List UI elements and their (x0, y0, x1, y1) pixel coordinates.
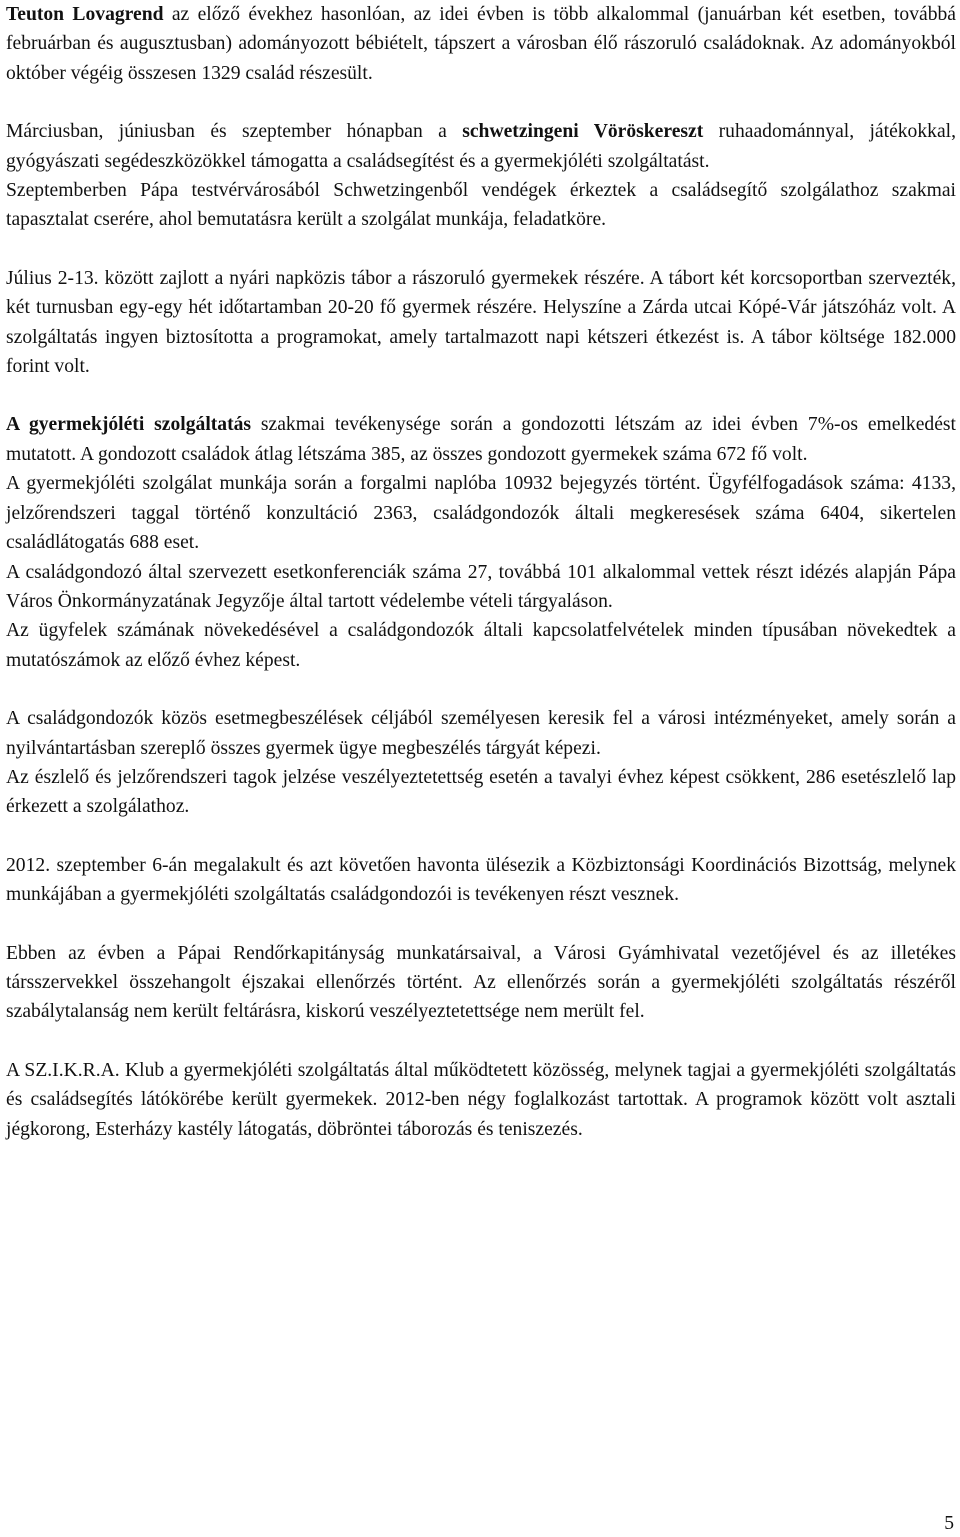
paragraph-client-growth: Az ügyfelek számának növekedésével a családgondozók általi kapcsolatfelvételek minden típusában növekedtek a mutatószámok az előző évhez képest. (6, 620, 956, 671)
spacer (6, 381, 956, 410)
page-number: 5 (944, 1513, 954, 1534)
paragraph-statistics: A gyermekjóléti szolgálat munkája során a forgalmi naplóba 10932 bejegyzés történt. Ügyfélfogadások száma: 4133, jelzőrendszeri taggal történő konzultáció 2363, családgondozók általi megkeresések száma 6404, sikertelen családlátogatás 688 eset. (6, 473, 956, 554)
paragraph-case-conferences: A családgondozó által szervezett esetkonferenciák száma 27, továbbá 101 alkalommal vettek részt idézés alapján Pápa Város Önkormányzatának Jegyzője által tartott védelembe vételi tárgyaláson. (6, 561, 956, 612)
paragraph-voroskereszt-pre: Márciusban, júniusban és szeptember hónapban a (6, 121, 463, 143)
schwetzingeni-voroskereszt-bold: schwetzingeni Vöröskereszt (462, 121, 704, 143)
paragraph-teuton-text: az előző évekhez hasonlóan, az idei évben is több alkalommal (januárban két esetben, továbbá februárban és augusztusban) adományozott bébiételt, tápszert a városban élő rászoruló családoknak. Az adományokból október végéig összesen 1329 család részesült. (6, 4, 956, 84)
paragraph-voroskereszt-post: ruhaadománnyal, játékokkal, gyógyászati segédeszközökkel támogatta a családsegítést és a gyermekjóléti szolgáltatást. (6, 121, 956, 172)
spacer (6, 1027, 956, 1056)
spacer (6, 675, 956, 704)
paragraph-child-welfare (6, 410, 956, 469)
paragraph-summer-camp: Július 2-13. között zajlott a nyári napközis tábor a rászoruló gyermekek részére. A tábort két korcsoportban szervezték, két turnusban egy-egy hét időtartamban 20-20 fő gyermek részére. Helyszíne a Zárda utcai Kópé-Vár játszóház volt. A szolgáltatás ingyen biztosította a programokat, amely tartalmazott napi kétszeri étkezést is. A tábor költsége 182.000 forint volt. (6, 267, 956, 378)
spacer (6, 910, 956, 939)
paragraph-schwetzingen-visit: Szeptemberben Pápa testvérvárosából Schwetzingenből vendégek érkeztek a családsegítő szolgálathoz szakmai tapasztalat cserére, ahol bemutatásra került a szolgálat munkája, feladatköre. (6, 180, 956, 231)
paragraph-security-committee: 2012. szeptember 6-án megalakult és azt követően havonta ülésezik a Közbiztonsági Koordinációs Bizottság, melynek munkájában a gyermekjóléti szolgáltatás családgondozói is tevékenyen részt vesznek. (6, 854, 956, 906)
paragraph-case-discussions: A családgondozók közös esetmegbeszélések céljából személyesen keresik fel a városi intézményeket, amely során a nyilvántartásban szereplő összes gyermek ügye megbeszélés tárgyát képezi. (6, 708, 956, 759)
spacer (6, 822, 956, 851)
spacer (6, 88, 956, 117)
document-page (6, 0, 956, 1144)
paragraph-child-welfare-text: szakmai tevékenysége során a gondozotti létszám az idei évben 7%-os emelkedést mutatott. A gondozott családok átlag létszáma 385, az összes gondozott gyermekek száma 672 fő volt. (6, 414, 956, 465)
paragraph-night-inspection: Ebben az évben a Pápai Rendőrkapitányság munkatársaival, a Városi Gyámhivatal vezetőjével és az illetékes társszervekkel összehangolt éjszakai ellenőrzés történt. Az ellenőrzés során a gyermekjóléti szolgáltatás részéről szabálytalanság nem került feltárásra, kiskorú veszélyeztetettsége nem merült fel. (6, 942, 956, 1023)
teuton-lovagrend-bold: Teuton Lovagrend (6, 4, 164, 25)
paragraph-voroskereszt (6, 117, 956, 176)
spacer (6, 235, 956, 264)
paragraph-szikra-club: A SZ.I.K.R.A. Klub a gyermekjóléti szolgáltatás által működtetett közösség, melynek tagjai a gyermekjóléti szolgáltatás és családsegítés látókörébe került gyermekek. 2012-ben négy foglalkozást tartottak. A programok között volt asztali jégkorong, Esterházy kastély látogatás, döbröntei táborozás és teniszezés. (6, 1059, 956, 1140)
paragraph-teuton (6, 0, 956, 88)
paragraph-signalling-system: Az észlelő és jelzőrendszeri tagok jelzése veszélyeztetettség esetén a tavalyi évhez képest csökkent, 286 esetészlelő lap érkezett a szolgálathoz. (6, 766, 956, 818)
gyermekjoleti-szolgaltatas-bold: A gyermekjóléti szolgáltatás (6, 414, 252, 436)
